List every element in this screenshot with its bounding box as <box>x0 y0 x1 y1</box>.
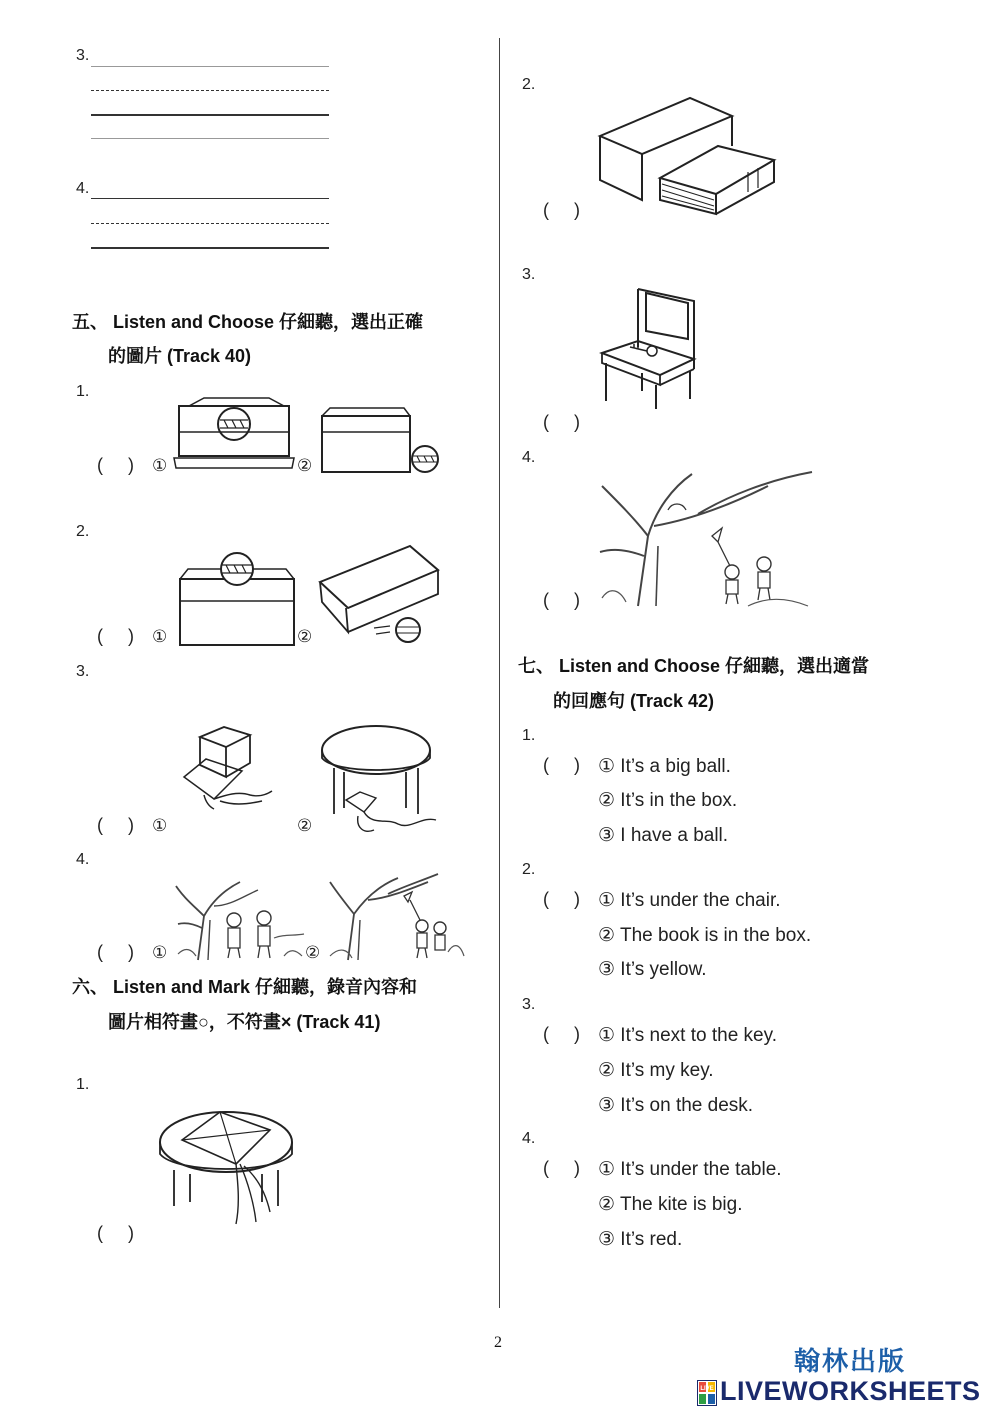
answer-option: ③ It’s yellow. <box>598 959 707 980</box>
answer-parentheses[interactable]: ( ) <box>97 815 134 835</box>
option-1-marker: ① <box>152 943 168 962</box>
option-2-marker: ② <box>297 627 313 646</box>
section7-heading-line2: 的回應句 (Track 42) <box>553 691 715 711</box>
section5-item-number: 1. <box>76 383 90 400</box>
ball-under-box-picture <box>318 542 444 642</box>
section5-heading-line2: 的圖片 (Track 40) <box>108 346 252 366</box>
section6-heading-line2: 圖片相符畫○，不符畫× (Track 41) <box>108 1012 381 1032</box>
answer-option: ② It’s in the box. <box>598 790 738 811</box>
option-1-marker: ① <box>152 456 168 475</box>
section7-heading-line1: 七、 Listen and Choose 仔細聽，選出適當 <box>518 656 870 676</box>
answer-option: ② The book is in the box. <box>598 925 812 946</box>
section6-item-number: 2. <box>522 76 536 93</box>
answer-parentheses[interactable]: ( ) <box>543 200 580 220</box>
answer-option: ① It’s next to the key. <box>598 1025 777 1046</box>
section6-item-number: 4. <box>522 449 536 466</box>
page-number: 2 <box>494 1334 502 1351</box>
book-next-to-box-picture <box>598 96 780 214</box>
section7-question-number: 4. <box>522 1130 536 1147</box>
answer-parentheses[interactable]: ( ) <box>543 1024 580 1044</box>
section6-item-number: 3. <box>522 266 536 283</box>
ball-in-box-picture <box>174 396 294 476</box>
liveworksheets-logo-icon <box>697 1380 717 1406</box>
answer-option: ① It’s under the chair. <box>598 890 781 911</box>
option-1-marker: ① <box>152 816 168 835</box>
writing-line-base <box>91 114 329 116</box>
answer-parentheses[interactable]: ( ) <box>97 942 134 962</box>
children-behind-tree-picture <box>174 876 306 960</box>
section5-item-number: 4. <box>76 851 90 868</box>
ball-next-to-box-picture <box>318 406 443 476</box>
ball-on-box-picture <box>176 553 300 649</box>
option-2-marker: ② <box>297 816 313 835</box>
answer-parentheses[interactable]: ( ) <box>543 889 580 909</box>
section5-heading-line1: 五、 Listen and Choose 仔細聽，選出正確 <box>72 312 424 332</box>
answer-parentheses[interactable]: ( ) <box>543 412 580 432</box>
writing-line-top <box>91 66 329 67</box>
answer-parentheses[interactable]: ( ) <box>543 1158 580 1178</box>
answer-option: ① It’s a big ball. <box>598 756 731 777</box>
section5-item-number: 3. <box>76 663 90 680</box>
liveworksheets-logo-text: LIVEWORKSHEETS <box>720 1376 981 1406</box>
answer-parentheses[interactable]: ( ) <box>97 1223 134 1243</box>
section7-question-number: 3. <box>522 996 536 1013</box>
logo-badge-text: LIVE <box>700 1386 714 1392</box>
kite-under-table-picture <box>320 724 442 836</box>
answer-option: ① It’s under the table. <box>598 1159 782 1180</box>
writing-number-3: 3. <box>76 47 90 64</box>
section6-heading-line1: 六、 Listen and Mark 仔細聽，錄音內容和 <box>72 977 418 997</box>
answer-parentheses[interactable]: ( ) <box>543 755 580 775</box>
answer-parentheses[interactable]: ( ) <box>97 626 134 646</box>
answer-parentheses[interactable]: ( ) <box>97 455 134 475</box>
answer-option: ② The kite is big. <box>598 1194 743 1215</box>
children-with-kite-picture <box>328 870 466 960</box>
answer-option: ③ It’s on the desk. <box>598 1095 754 1116</box>
section5-item-number: 2. <box>76 523 90 540</box>
section7-question-number: 2. <box>522 861 536 878</box>
answer-parentheses[interactable]: ( ) <box>543 590 580 610</box>
children-kite-tree-picture <box>598 466 814 608</box>
answer-option: ③ It’s red. <box>598 1229 683 1250</box>
answer-option: ② It’s my key. <box>598 1060 714 1081</box>
section7-question-number: 1. <box>522 727 536 744</box>
writing-line-base <box>91 247 329 249</box>
box-on-kite-picture <box>180 725 275 810</box>
writing-line-bottom <box>91 138 329 139</box>
writing-line-top <box>91 198 329 199</box>
column-divider <box>499 38 500 1308</box>
writing-line-mid <box>91 223 329 224</box>
kite-on-table-picture <box>158 1108 300 1226</box>
option-2-marker: ② <box>297 456 313 475</box>
key-on-chair-picture <box>598 287 698 409</box>
option-2-marker: ② <box>305 943 321 962</box>
answer-option: ③ I have a ball. <box>598 825 729 846</box>
option-1-marker: ① <box>152 627 168 646</box>
publisher-brand: 翰林出版 <box>794 1347 907 1377</box>
section6-item-number: 1. <box>76 1076 90 1093</box>
writing-line-mid <box>91 90 329 91</box>
writing-number-4: 4. <box>76 180 90 197</box>
